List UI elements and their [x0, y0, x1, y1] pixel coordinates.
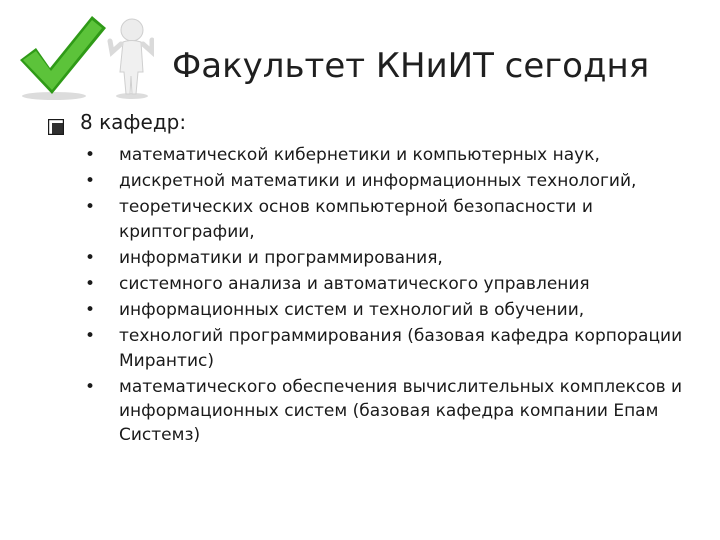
list-item — [82, 298, 692, 322]
bullet-marker: • — [85, 145, 96, 165]
list-item-text: информатики и программирования, — [119, 247, 443, 268]
list-item — [82, 375, 692, 448]
department-list — [82, 143, 692, 449]
bullet-marker: • — [85, 171, 96, 192]
bullet-marker: • — [85, 326, 96, 347]
checkmark-figure-illustration — [14, 8, 154, 108]
slide-title: Факультет КНиИТ сегодня — [172, 46, 650, 86]
bullet-marker: • — [85, 274, 96, 295]
checkmark-icon — [14, 8, 154, 108]
section-heading-text: 8 кафедр: — [80, 110, 187, 134]
bullet-marker: • — [85, 197, 96, 218]
square-bullet-icon — [48, 114, 64, 130]
bullet-marker: • — [85, 247, 96, 268]
person-figure-icon — [110, 19, 152, 99]
list-item-text: дискретной математики и информационных технологий, — [119, 171, 637, 192]
section-heading — [48, 108, 186, 136]
list-item-text: математической кибернетики и компьютерных наук, — [119, 145, 600, 165]
list-item-text: технологий программирования (базовая кафедра корпорации Мирантис) — [119, 326, 683, 371]
list-item — [82, 143, 692, 167]
list-item — [82, 272, 692, 296]
list-item-text: теоретических основ компьютерной безопасности и криптографии, — [119, 197, 593, 242]
bullet-marker: • — [85, 300, 96, 321]
list-item — [82, 169, 692, 193]
list-item-text: системного анализа и автоматического управления — [119, 274, 590, 295]
list-item-text: математического обеспечения вычислительных комплексов и информационных систем (базовая кафедра компании Епам Системз) — [119, 376, 683, 446]
bullet-marker: • — [85, 376, 96, 397]
list-item — [82, 195, 692, 243]
list-item — [82, 324, 692, 372]
list-item-text: информационных систем и технологий в обучении, — [119, 300, 585, 321]
list-item — [82, 246, 692, 270]
